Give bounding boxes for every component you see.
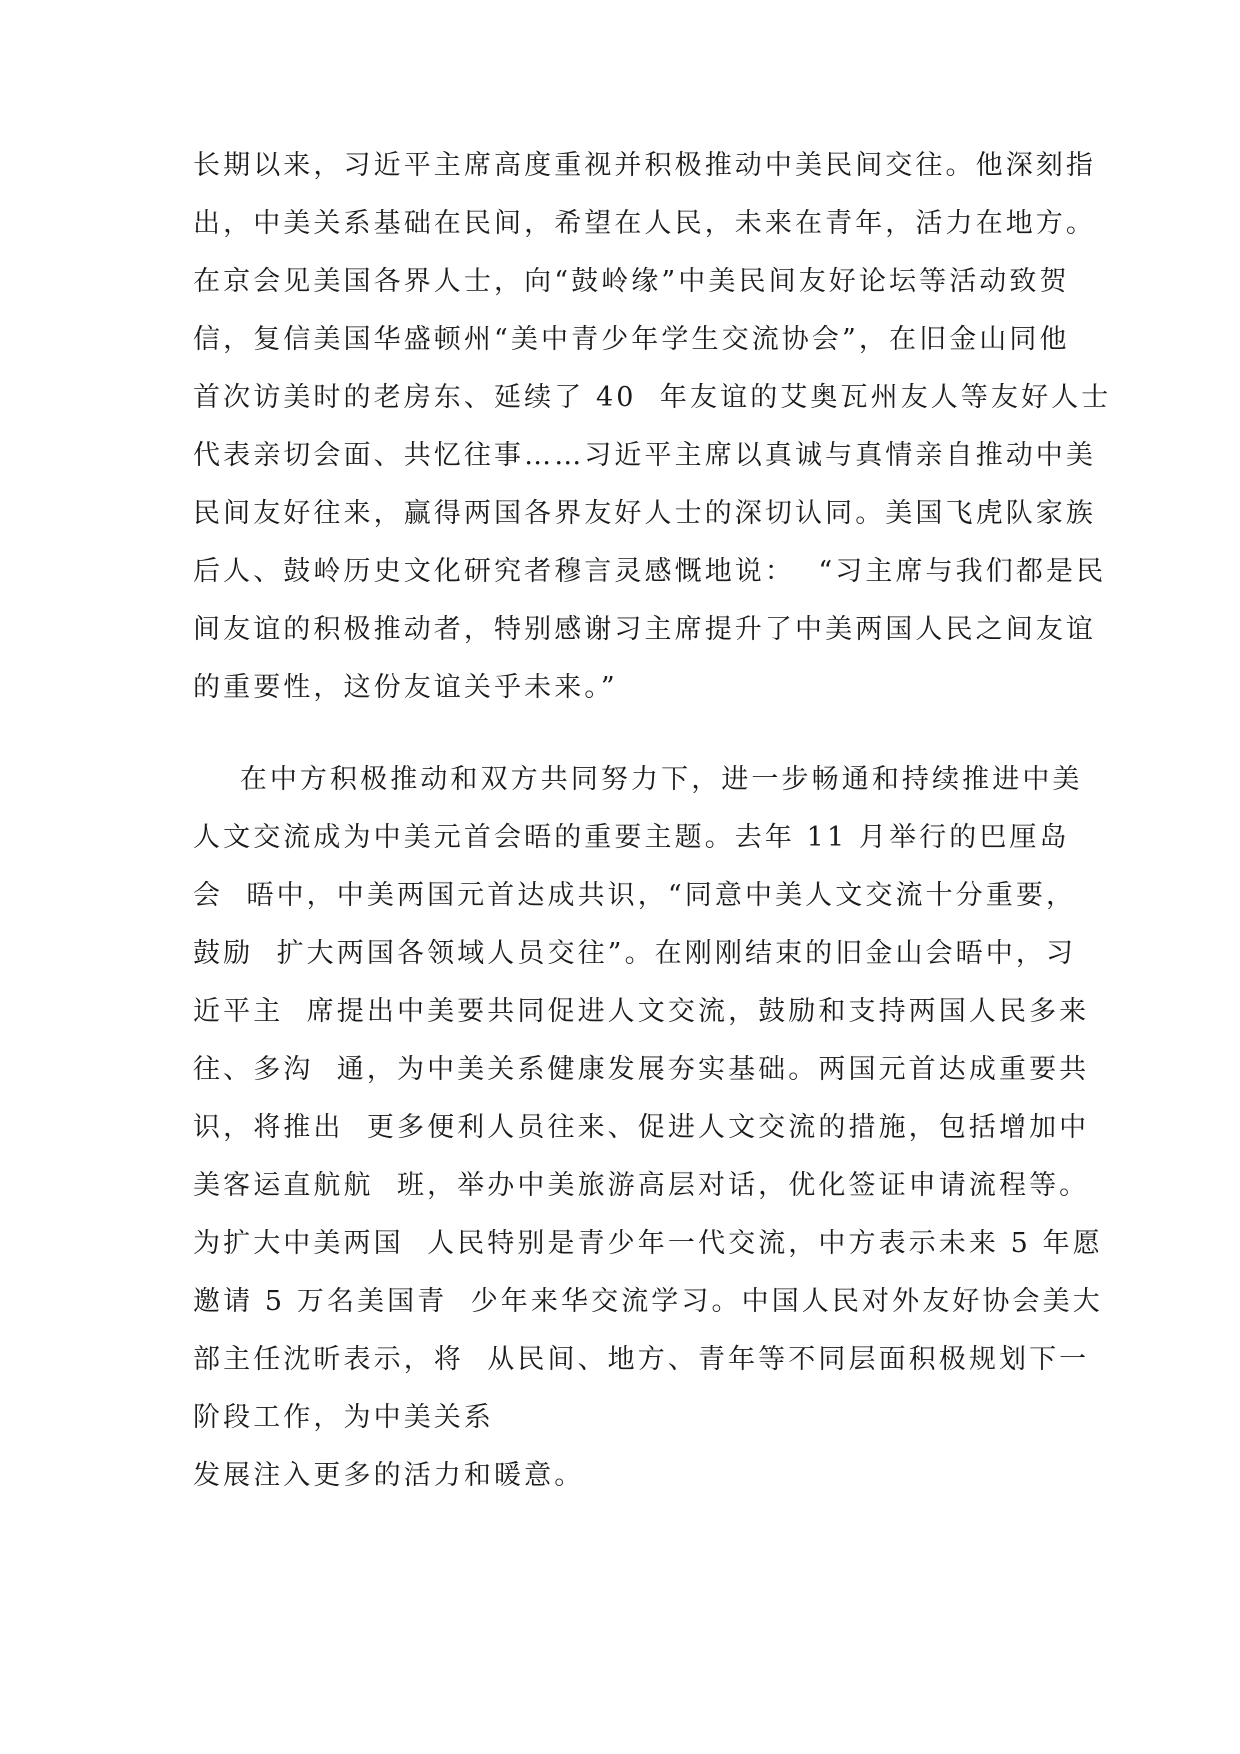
- paragraph-line: 人文交流成为中美元首会晤的重要主题。去年 11 月举行的巴厘岛: [193, 822, 1070, 853]
- paragraph-line: 在中方积极推动和双方共同努力下，进一步畅通和持续推进中美: [193, 764, 1083, 795]
- paragraph-line: 在京会见美国各界人士，向“鼓岭缘”中美民间友好论坛等活动致贺: [193, 266, 1070, 297]
- paragraph-line: 邀请 5 万名美国青 少年来华交流学习。中国人民对外友好协会美大: [193, 1286, 1103, 1317]
- paragraph-line: 间友谊的积极推动者，特别感谢习主席提升了中美两国人民之间友谊: [193, 614, 1096, 645]
- paragraph-line: 部主任沈昕表示，将 从民间、地方、青年等不同层面积极规划下一: [193, 1344, 1090, 1375]
- paragraph-line: 长期以来，习近平主席高度重视并积极推动中美民间交往。他深刻指: [193, 150, 1096, 181]
- paragraph-line: 识，将推出 更多便利人员往来、促进人文交流的措施，包括增加中: [193, 1112, 1090, 1143]
- paragraph-1: [193, 137, 1112, 717]
- paragraph-line: 信，复信美国华盛顿州“美中青少年学生交流协会”，在旧金山同他: [193, 324, 1070, 355]
- paragraph-line: 近平主 席提出中美要共同促进人文交流，鼓励和支持两国人民多来: [193, 996, 1090, 1027]
- paragraph-closing-line: 发展注入更多的活力和暖意。: [193, 1460, 585, 1491]
- paragraph-line: 为扩大中美两国 人民特别是青少年一代交流，中方表示未来 5 年愿: [193, 1228, 1103, 1259]
- paragraph-2: [193, 751, 1103, 1505]
- paragraph-line: 鼓励 扩大两国各领域人员交往”。在刚刚结束的旧金山会晤中，习: [193, 938, 1077, 969]
- paragraph-line: 会 晤中，中美两国元首达成共识，“同意中美人文交流十分重要，: [193, 880, 1077, 911]
- paragraph-line: 民间友好往来，赢得两国各界友好人士的深切认同。美国飞虎队家族: [193, 498, 1096, 529]
- paragraph-line: 后人、鼓岭历史文化研究者穆言灵感慨地说： “习主席与我们都是民: [193, 556, 1107, 587]
- paragraph-line: 代表亲切会面、共忆往事……习近平主席以真诚与真情亲自推动中美: [193, 440, 1096, 471]
- paragraph-line: 的重要性，这份友谊关乎未来。”: [193, 672, 618, 703]
- paragraph-line: 首次访美时的老房东、延续了 40 年友谊的艾奥瓦州友人等友好人士: [193, 382, 1112, 413]
- paragraph-line: 美客运直航航 班，举办中美旅游高层对话，优化签证申请流程等。: [193, 1170, 1090, 1201]
- paragraph-line: 出，中美关系基础在民间，希望在人民，未来在青年，活力在地方。: [193, 208, 1096, 239]
- paragraph-line: 阶段工作，为中美关系: [193, 1402, 494, 1433]
- paragraph-line: 往、多沟 通，为中美关系健康发展夯实基础。两国元首达成重要共: [193, 1054, 1090, 1085]
